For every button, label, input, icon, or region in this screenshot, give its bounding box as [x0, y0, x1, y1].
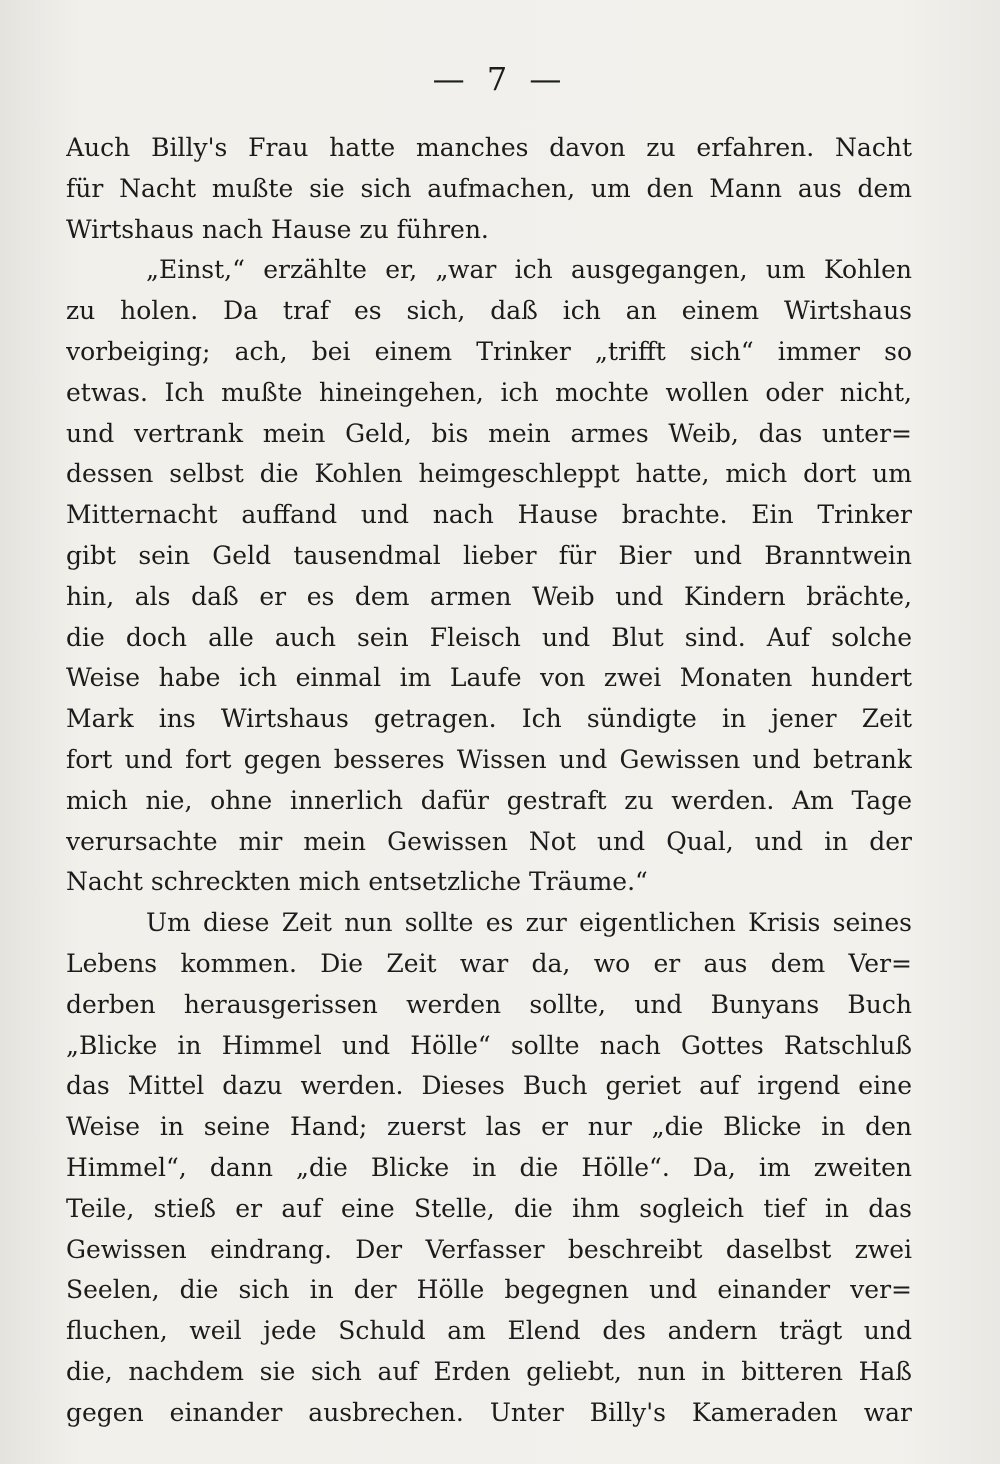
text-line: „Blicke in Himmel und Hölle“ sollte nach Gottes Ratschluß [66, 1030, 912, 1060]
text-line: Um diese Zeit nun sollte es zur eigentlichen Krisis seines [146, 908, 912, 938]
text-line: und vertrank mein Geld, bis mein armes Weib, das unter= [66, 418, 912, 448]
text-line: die, nachdem sie sich auf Erden geliebt, nun in bitteren Haß [66, 1356, 912, 1386]
text-line: mich nie, ohne innerlich dafür gestraft zu werden. Am Tage [66, 785, 912, 815]
text-line: fluchen, weil jede Schuld am Elend des andern trägt und [66, 1316, 912, 1346]
text-line: das Mittel dazu werden. Dieses Buch geriet auf irgend eine [66, 1071, 912, 1101]
text-line: gibt sein Geld tausendmal lieber für Bier und Branntwein [66, 540, 912, 570]
page-number: — 7 — [432, 60, 568, 98]
text-line: etwas. Ich mußte hineingehen, ich mochte wollen oder nicht, [66, 377, 912, 407]
text-line: zu holen. Da traf es sich, daß ich an einem Wirtshaus [66, 296, 912, 326]
text-line: Wirtshaus nach Hause zu führen. [66, 214, 489, 244]
body-text [66, 128, 912, 1434]
text-line: Mark ins Wirtshaus getragen. Ich sündigte in jener Zeit [66, 704, 912, 734]
text-line: Himmel“, dann „die Blicke in die Hölle“. Da, im zweiten [66, 1152, 912, 1182]
text-line: für Nacht mußte sie sich aufmachen, um den Mann aus dem [66, 173, 912, 203]
text-line: Nacht schreckten mich entsetzliche Träume.“ [66, 867, 648, 897]
text-line: verursachte mir mein Gewissen Not und Qual, und in der [66, 826, 912, 856]
text-line: Weise habe ich einmal im Laufe von zwei Monaten hundert [66, 663, 912, 693]
text-line: die doch alle auch sein Fleisch und Blut sind. Auf solche [66, 622, 912, 652]
text-line: gegen einander ausbrechen. Unter Billy's Kameraden war [66, 1397, 912, 1427]
text-line: Seelen, die sich in der Hölle begegnen und einander ver= [66, 1275, 912, 1305]
text-line: vorbeiging; ach, bei einem Trinker „trifft sich“ immer so [66, 336, 912, 366]
text-line: dessen selbst die Kohlen heimgeschleppt hatte, mich dort um [66, 459, 912, 489]
text-line: Auch Billy's Frau hatte manches davon zu erfahren. Nacht [66, 133, 912, 162]
text-line: Teile, stieß er auf eine Stelle, die ihm sogleich tief in das [66, 1193, 912, 1223]
text-line: Lebens kommen. Die Zeit war da, wo er aus dem Ver= [66, 948, 912, 978]
text-line: „Einst,“ erzählte er, „war ich ausgegangen, um Kohlen [146, 255, 912, 285]
text-line: derben herausgerissen werden sollte, und Bunyans Buch [66, 989, 912, 1019]
text-line: hin, als daß er es dem armen Weib und Kindern brächte, [66, 581, 912, 611]
text-line: Weise in seine Hand; zuerst las er nur „die Blicke in den [66, 1112, 912, 1142]
text-line: Mitternacht auffand und nach Hause brachte. Ein Trinker [66, 500, 912, 530]
text-line: Gewissen eindrang. Der Verfasser beschreibt daselbst zwei [66, 1234, 912, 1264]
text-line: fort und fort gegen besseres Wissen und Gewissen und betrank [66, 744, 912, 774]
